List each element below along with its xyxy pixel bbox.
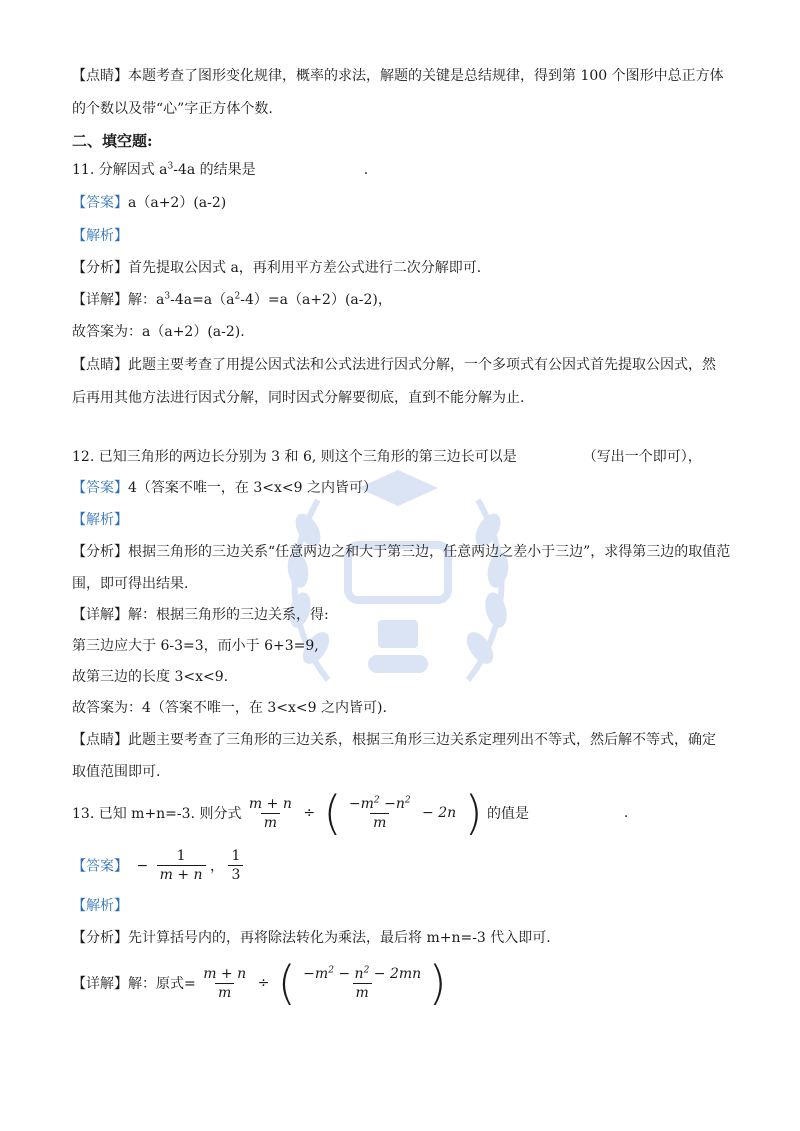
q13-right-paren: ) [464,786,483,840]
q13-frac1-den: m [261,813,280,831]
q13-jiexi-tag: 【解析】 [72,898,128,914]
q13-minus-2n: − 2n [422,805,457,821]
intro-dianjing-line-1: 【点睛】本题考查了图形变化规律，概率的求法，解题的关键是总结规律，得到第 100 个图形中总正方体 [72,68,724,84]
q13-answer-fraction-1 [157,848,206,883]
section-title: 二、填空题: [72,132,153,150]
q13-xj-left-paren: ( [277,956,296,1010]
q13-xj-divide-sign: ÷ [257,975,270,991]
q12-answer-line [72,478,377,498]
q13-xiangjie-a: 【详解】解：原式= [72,976,196,992]
q13-stem-end: . [623,805,629,821]
q12-fenxi-line-1: 【分析】根据三角形的三边关系“任意两边之和大于第三边，任意两边之差小于三边”，求得第三边的取值范 [72,544,731,560]
q13-fenxi: 【分析】先计算括号内的，再将除法转化为乘法，最后将 m+n=-3 代入即可. [72,930,551,946]
q13-xiangjie [72,956,447,1010]
q13-xj-right-paren: ) [428,956,447,1010]
q12-jiexi-tag: 【解析】 [72,512,128,528]
q11-fenxi: 【分析】首先提取公因式 a，再利用平方差公式进行二次分解即可. [72,260,482,276]
q13-frac1-num: m + n [248,795,292,812]
q12-stem-tail: （写出一个即可）， [582,449,702,465]
q11-final-answer: 故答案为：a（a+2）(a-2). [72,324,245,340]
q13-fraction-2 [346,796,414,831]
q13-answer-minus: − [136,857,149,874]
q13-xiangjie-fraction-2 [300,966,424,1001]
q11-answer: a（a+2）(a-2) [128,195,227,211]
q13-divide-sign: ÷ [303,805,316,821]
q12-xiangjie-line-2: 第三边应大于 6-3=3，而小于 6+3=9, [72,638,319,654]
q13-fraction-1 [246,796,295,831]
q11-answer-line [72,193,226,213]
q12-stem-text: 12. 已知三角形的两边长分别为 3 和 6, 则这个三角形的第三边长可以是 [72,449,517,465]
q13-frac2-num-sup2: 2 [404,794,411,805]
q12-dianjing-line-1: 【点睛】此题主要考查了三角形的三边关系，根据三角形三边关系定理列出不等式，然后解不等式，确定 [72,732,716,748]
q13-answer-den: m + n [157,865,206,883]
q12-xiangjie-line-1: 【详解】解：根据三角形的三边关系，得: [72,607,329,623]
q13-stem [72,786,629,840]
q11-xiangjie-a: 【详解】解：a [72,292,165,308]
q11-stem-end: . [363,162,369,178]
q13-answer-tag: 【答案】 [72,858,128,875]
q11-stem-sup: 3 [167,161,174,172]
q11-jiexi-tag: 【解析】 [72,228,128,244]
q11-xiangjie [72,290,392,310]
q12-stem [72,447,702,467]
q11-xiangjie-sup2: 2 [234,291,241,302]
q13-xj-frac2-den: m [353,983,372,1001]
q11-xiangjie-b: -4a=a（a [170,292,235,308]
q11-answer-tag: 【答案】 [72,195,128,211]
q13-xj-frac1-num: m + n [203,965,247,982]
q12-final-answer: 故答案为：4（答案不唯一，在 3<x<9 之内皆可). [72,700,387,716]
q13-xj-frac2-num-c: − 2mn [369,965,422,982]
q12-fenxi-line-2: 围，即可得出结果. [72,576,189,592]
q13-answer-sep: ， [210,858,225,875]
q11-dianjing-line-2: 后再用其他方法进行因式分解，同时因式分解要彻底，直到不能分解为止. [72,390,525,406]
q13-frac2-num-a: −m [348,795,374,812]
q11-stem-a: 11. 分解因式 a [72,162,168,178]
q13-answer2-num: 1 [231,848,241,864]
q13-frac2-num-b: −n [379,795,405,812]
q13-frac2-num-sup1: 2 [373,794,380,805]
q13-answer2-den: 3 [228,865,243,883]
q13-xj-frac2-num-a: −m [303,965,329,982]
q12-xiangjie-line-3: 故第三边的长度 3<x<9. [72,669,229,685]
q13-answer-num: 1 [176,848,186,864]
q13-xj-frac2-sup1: 2 [328,964,334,975]
q13-xj-frac2-num-b: − n [333,965,364,982]
q12-answer: 4（答案不唯一，在 3<x<9 之内皆可） [128,480,377,496]
q13-stem-b: 的值是 [487,806,530,822]
q11-dianjing-line-1: 【点睛】此题主要考查了用提公因式法和公式法进行因式分解，一个多项式有公因式首先提取公因式，然 [72,357,716,373]
q11-xiangjie-c: -4）=a（a+2）(a-2)， [240,292,392,308]
q13-xj-frac1-den: m [215,983,234,1001]
q13-answer-fraction-2 [228,848,243,883]
q13-answer-line [72,848,243,883]
q13-frac2-den: m [370,813,389,831]
q13-xiangjie-fraction-1 [200,966,249,1001]
q12-answer-tag: 【答案】 [72,480,128,496]
q11-stem [72,160,368,180]
q13-stem-a: 13. 已知 m+n=-3. 则分式 [72,806,242,822]
q13-left-paren: ( [323,786,342,840]
q11-xiangjie-sup1: 3 [164,291,171,302]
q12-dianjing-line-2: 取值范围即可. [72,764,161,780]
intro-dianjing-line-2: 的个数以及带“心”字正方体个数. [72,101,273,117]
q11-stem-b: -4a 的结果是 [173,162,256,178]
q13-xj-frac2-sup2: 2 [363,964,370,975]
